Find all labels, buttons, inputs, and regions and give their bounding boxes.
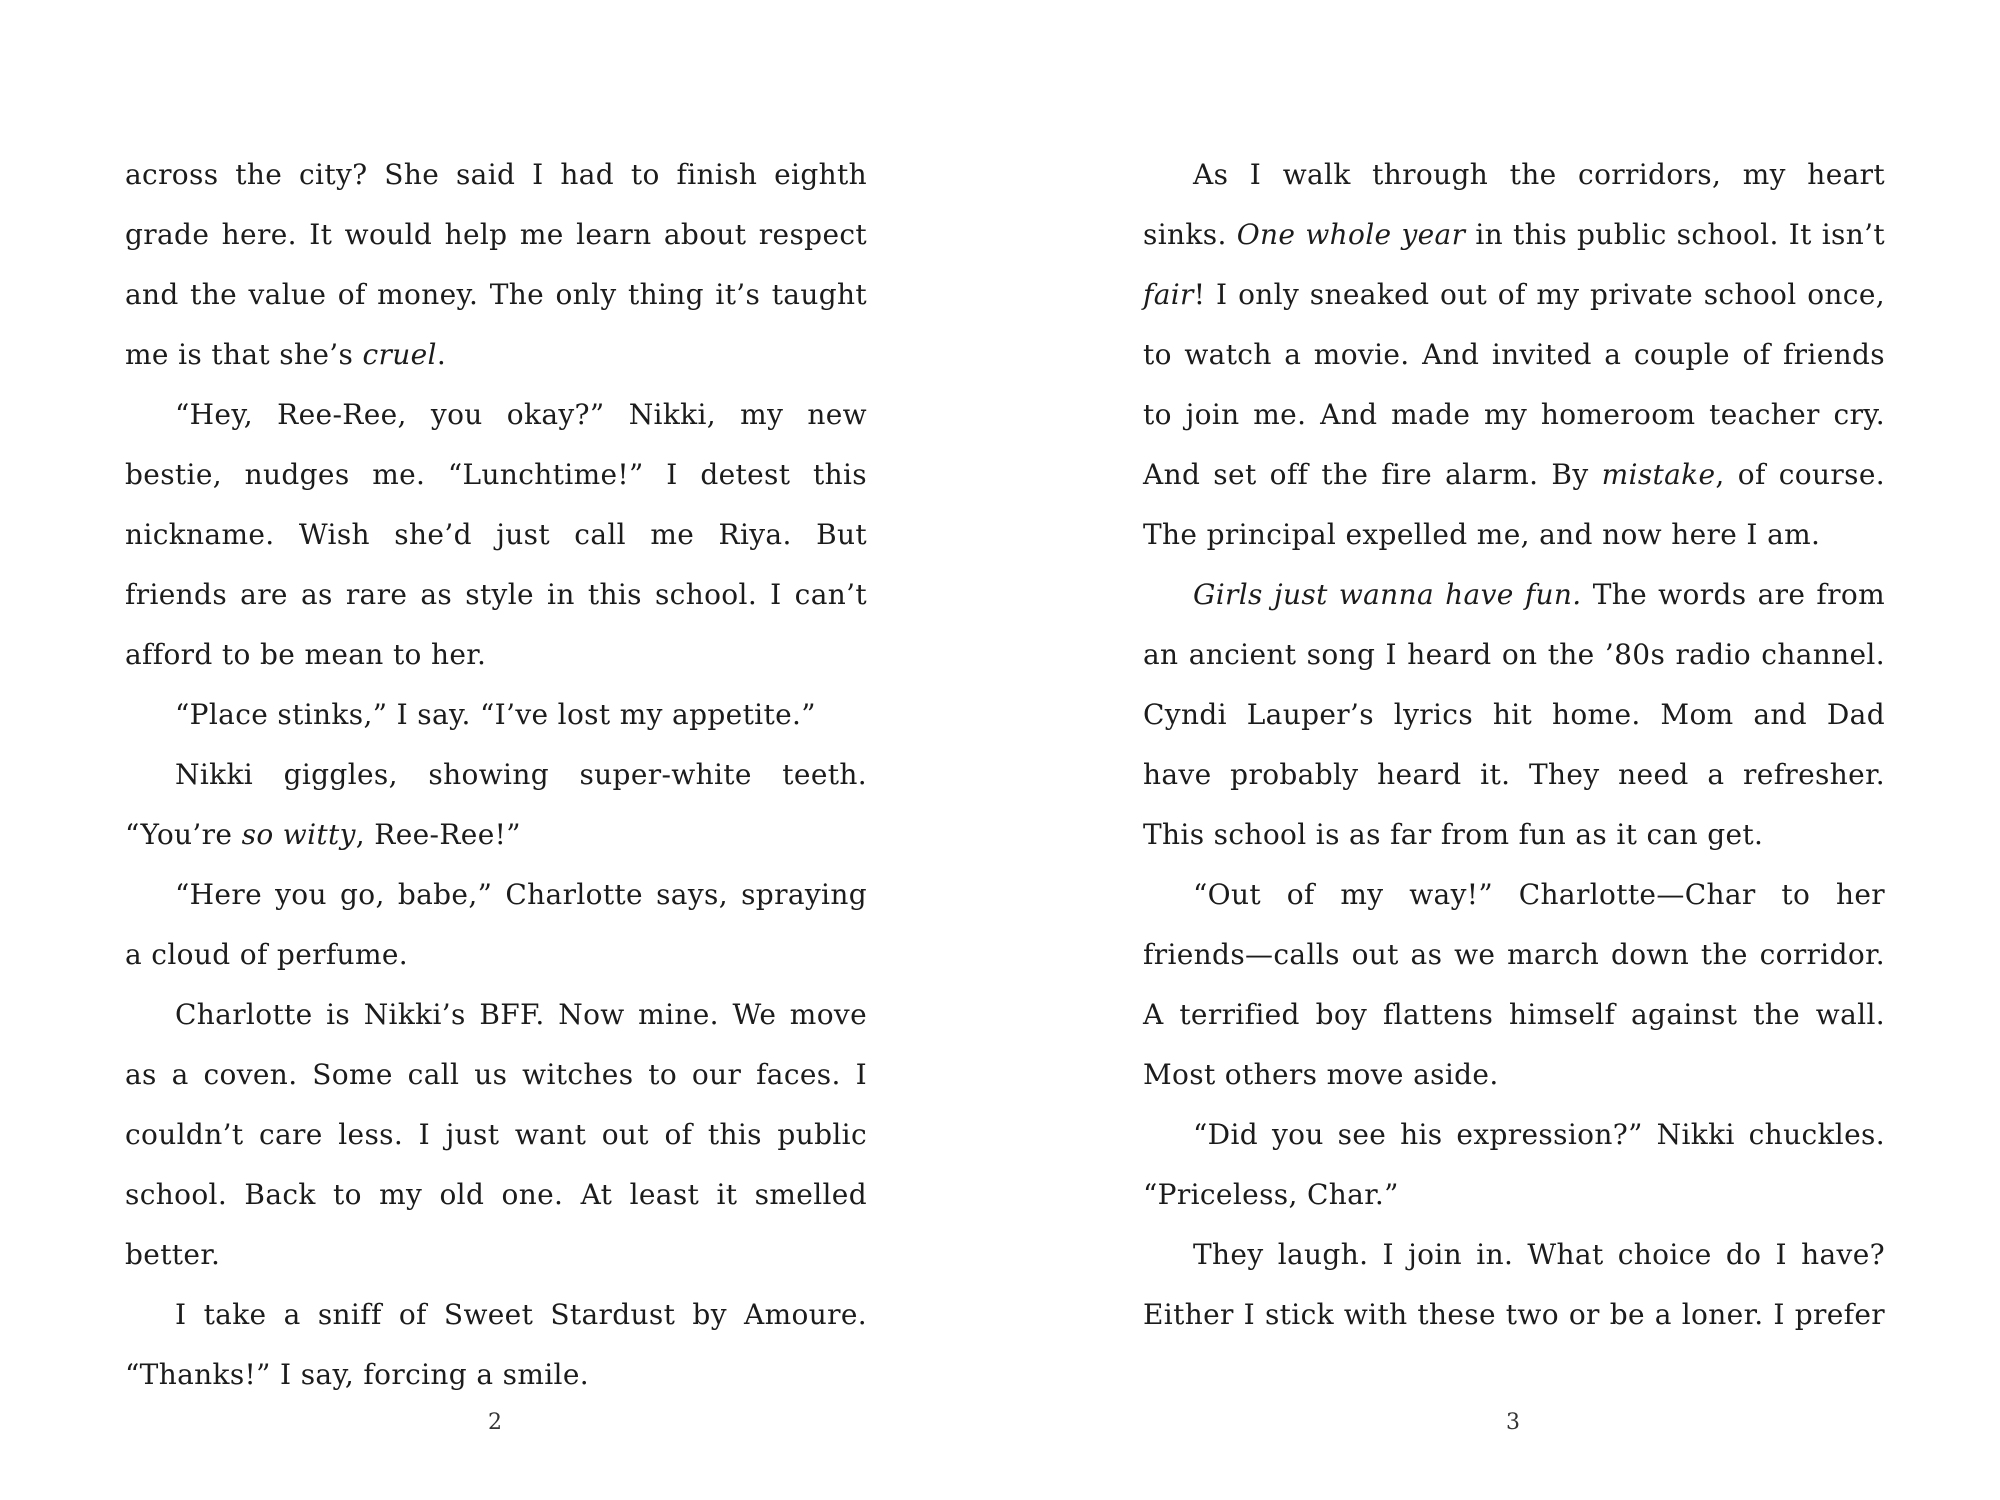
paragraph bbox=[1143, 1105, 1885, 1225]
right-page-body bbox=[1143, 145, 1885, 1345]
text-run: Nikki giggles, showing super-white teeth. “You’re bbox=[125, 758, 867, 851]
paragraph bbox=[125, 865, 867, 985]
paragraph bbox=[1143, 145, 1885, 565]
paragraph bbox=[125, 745, 867, 865]
text-run: Charlotte is Nikki’s BFF. Now mine. We move as a coven. Some call us witches to our faces. I couldn’t care less. I just want out of this public school. Back to my old one. At least it smelled better. bbox=[125, 998, 867, 1271]
paragraph bbox=[125, 385, 867, 685]
text-run: “Hey, Ree-Ree, you okay?” Nikki, my new bestie, nudges me. “Lunchtime!” I detest this nickname. Wish she’d just call me Riya. But friends are as rare as style in this school. I can’t afford to be mean to her. bbox=[125, 398, 867, 671]
text-run: They laugh. I join in. What choice do I have? Either I stick with these two or be a loner. I prefer bbox=[1143, 1238, 1885, 1331]
paragraph bbox=[125, 145, 867, 385]
right-page-number: 3 bbox=[1506, 1410, 1520, 1435]
paragraph bbox=[1143, 865, 1885, 1105]
left-page-body bbox=[125, 145, 867, 1405]
paragraph bbox=[1143, 1225, 1885, 1345]
text-run: ! I only sneaked out of my private school once, to watch a movie. And invited a couple of friends to join me. And made my homeroom teacher cry. And set off the fire alarm. By bbox=[1143, 278, 1885, 491]
text-run: , of course. The principal expelled me, and now here I am. bbox=[1143, 458, 1885, 551]
paragraph bbox=[125, 685, 867, 745]
text-run: As I walk through the corridors, my heart sinks. bbox=[1143, 158, 1885, 251]
italic-text: One whole year bbox=[1236, 218, 1466, 251]
italic-text: cruel bbox=[362, 338, 437, 371]
right-page bbox=[1143, 145, 1885, 1345]
text-run: I take a sniff of Sweet Stardust by Amoure. “Thanks!” I say, forcing a smile. bbox=[125, 1298, 867, 1391]
italic-text: Girls just wanna have fun. bbox=[1193, 578, 1582, 611]
left-page bbox=[125, 145, 867, 1405]
text-run: , Ree-Ree!” bbox=[355, 818, 521, 851]
text-run: in this public school. It isn’t bbox=[1465, 218, 1885, 251]
left-page-number: 2 bbox=[488, 1410, 502, 1435]
paragraph bbox=[125, 985, 867, 1285]
text-run: “Place stinks,” I say. “I’ve lost my appetite.” bbox=[175, 698, 816, 731]
text-run: The words are from an ancient song I heard on the ’80s radio channel. Cyndi Lauper’s lyrics hit home. Mom and Dad have probably heard it. They need a refresher. This school is as far from fun as it can get. bbox=[1143, 578, 1885, 851]
text-run: “Out of my way!” Charlotte—Char to her friends—calls out as we march down the corridor. A terrified boy flattens himself against the wall. Most others move aside. bbox=[1143, 878, 1885, 1091]
italic-text: so witty bbox=[241, 818, 356, 851]
paragraph bbox=[1143, 565, 1885, 865]
text-run: across the city? She said I had to finish eighth grade here. It would help me learn about respect and the value of money. The only thing it’s taught me is that she’s bbox=[125, 158, 867, 371]
text-run: “Here you go, babe,” Charlotte says, spraying a cloud of perfume. bbox=[125, 878, 867, 971]
italic-text: mistake bbox=[1601, 458, 1716, 491]
italic-text: fair bbox=[1143, 278, 1194, 311]
paragraph bbox=[125, 1285, 867, 1405]
text-run: . bbox=[436, 338, 447, 371]
text-run: “Did you see his expression?” Nikki chuckles. “Priceless, Char.” bbox=[1143, 1118, 1885, 1211]
